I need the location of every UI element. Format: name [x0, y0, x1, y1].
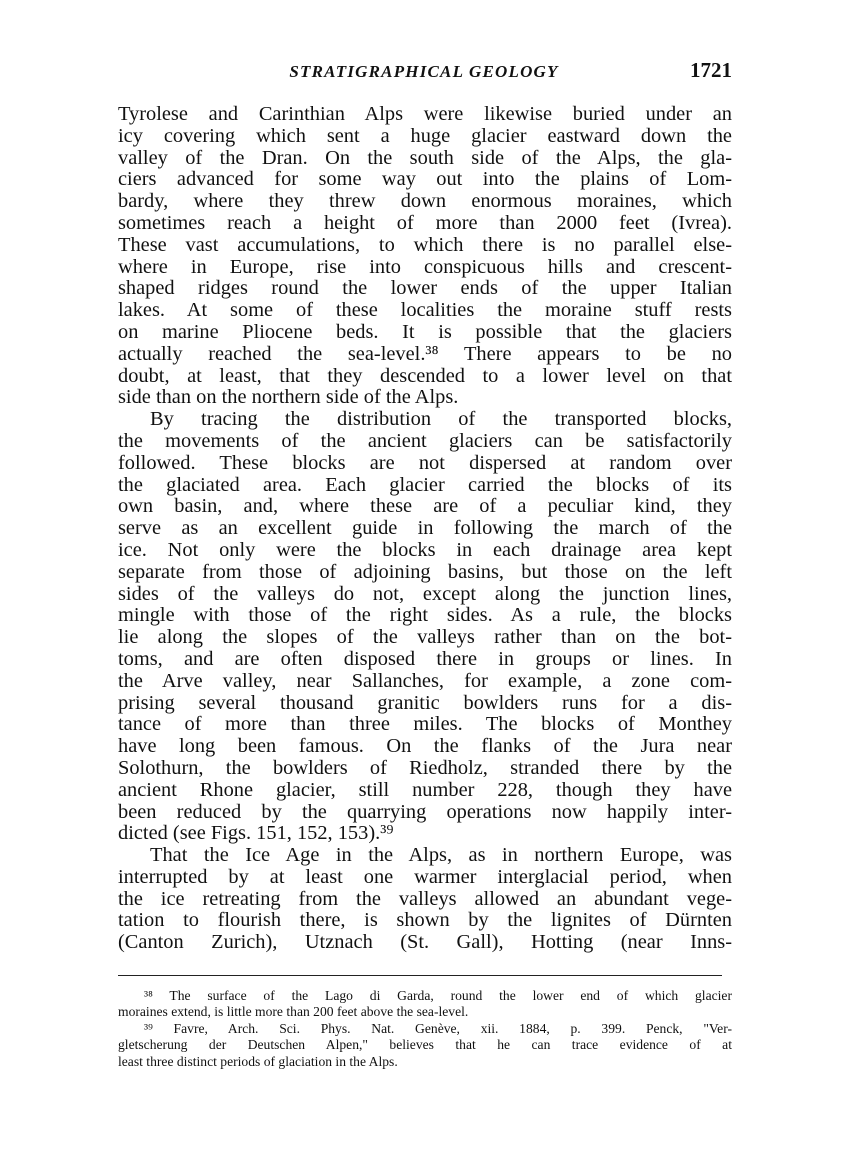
running-head: [118, 58, 732, 92]
text-line: the Arve valley, near Sallanches, for example, a zone com-: [118, 670, 732, 692]
text-line: ancient Rhone glacier, still number 228, though they have: [118, 779, 732, 801]
text-line: (Canton Zurich), Utznach (St. Gall), Hotting (near Inns-: [118, 932, 732, 954]
text-line: on marine Pliocene beds. It is possible that the glaciers: [118, 321, 732, 343]
text-line: tance of more than three miles. The blocks of Monthey: [118, 714, 732, 736]
text-line: doubt, at least, that they descended to a lower level on that: [118, 365, 732, 387]
body-text: [118, 104, 732, 954]
footnote-line: least three distinct periods of glaciation in the Alps.: [118, 1053, 398, 1069]
text-line: dicted (see Figs. 151, 152, 153).³⁹: [118, 823, 394, 845]
text-line: actually reached the sea-level.³⁸ There appears to be no: [118, 343, 732, 365]
text-line: icy covering which sent a huge glacier eastward down the: [118, 125, 732, 147]
running-title: STRATIGRAPHICAL GEOLOGY: [289, 62, 559, 81]
text-line: been reduced by the quarrying operations now happily inter-: [118, 801, 732, 823]
text-line: Solothurn, the bowlders of Riedholz, stranded there by the: [118, 757, 732, 779]
footnotes: [118, 988, 732, 1070]
text-line: mingle with those of the right sides. As a rule, the blocks: [118, 605, 732, 627]
text-line: sometimes reach a height of more than 2000 feet (Ivrea).: [118, 212, 732, 234]
text-line: the glaciated area. Each glacier carried the blocks of its: [118, 474, 732, 496]
page-number: 1721: [690, 58, 732, 82]
text-line: lie along the slopes of the valleys rather than on the bot-: [118, 627, 732, 649]
text-line: lakes. At some of these localities the moraine stuff rests: [118, 300, 732, 322]
text-line: the ice retreating from the valleys allowed an abundant vege-: [118, 888, 732, 910]
footnote-line: moraines extend, is little more than 200 feet above the sea-level.: [118, 1004, 469, 1020]
text-line: own basin, and, where these are of a peculiar kind, they: [118, 496, 732, 518]
footnote-divider: [118, 975, 722, 976]
text-line: separate from those of adjoining basins, but those on the left: [118, 561, 732, 583]
text-line: Tyrolese and Carinthian Alps were likewise buried under an: [118, 104, 732, 125]
text-line: bardy, where they threw down enormous moraines, which: [118, 191, 732, 213]
text-line: side than on the northern side of the Alps.: [118, 387, 459, 409]
footnote-39: ³⁹ Favre, Arch. Sci. Phys. Nat. Genève, xii. 1884, p. 399. Penck, "Ver-: [144, 1020, 732, 1036]
paragraph-first-line: By tracing the distribution of the transported blocks,: [150, 409, 732, 431]
text-line: interrupted by at least one warmer interglacial period, when: [118, 866, 732, 888]
text-line: have long been famous. On the flanks of the Jura near: [118, 736, 732, 758]
text-line: prising several thousand granitic bowlders runs for a dis-: [118, 692, 732, 714]
text-line: ice. Not only were the blocks in each drainage area kept: [118, 539, 732, 561]
footnote-38: ³⁸ The surface of the Lago di Garda, round the lower end of which glacier: [144, 988, 732, 1004]
text-line: These vast accumulations, to which there is no parallel else-: [118, 234, 732, 256]
text-line: ciers advanced for some way out into the plains of Lom-: [118, 169, 732, 191]
text-line: shaped ridges round the lower ends of the upper Italian: [118, 278, 732, 300]
book-page: [118, 58, 732, 1070]
text-line: followed. These blocks are not dispersed at random over: [118, 452, 732, 474]
paragraph-first-line: That the Ice Age in the Alps, as in northern Europe, was: [150, 845, 732, 867]
text-line: toms, and are often disposed there in groups or lines. In: [118, 648, 732, 670]
text-line: tation to flourish there, is shown by the lignites of Dürnten: [118, 910, 732, 932]
text-line: serve as an excellent guide in following the march of the: [118, 518, 732, 540]
text-line: valley of the Dran. On the south side of the Alps, the gla-: [118, 147, 732, 169]
text-line: the movements of the ancient glaciers can be satisfactorily: [118, 430, 732, 452]
text-line: where in Europe, rise into conspicuous hills and crescent-: [118, 256, 732, 278]
footnote-line: gletscherung der Deutschen Alpen," believes that he can trace evidence of at: [118, 1037, 732, 1053]
text-line: sides of the valleys do not, except along the junction lines,: [118, 583, 732, 605]
